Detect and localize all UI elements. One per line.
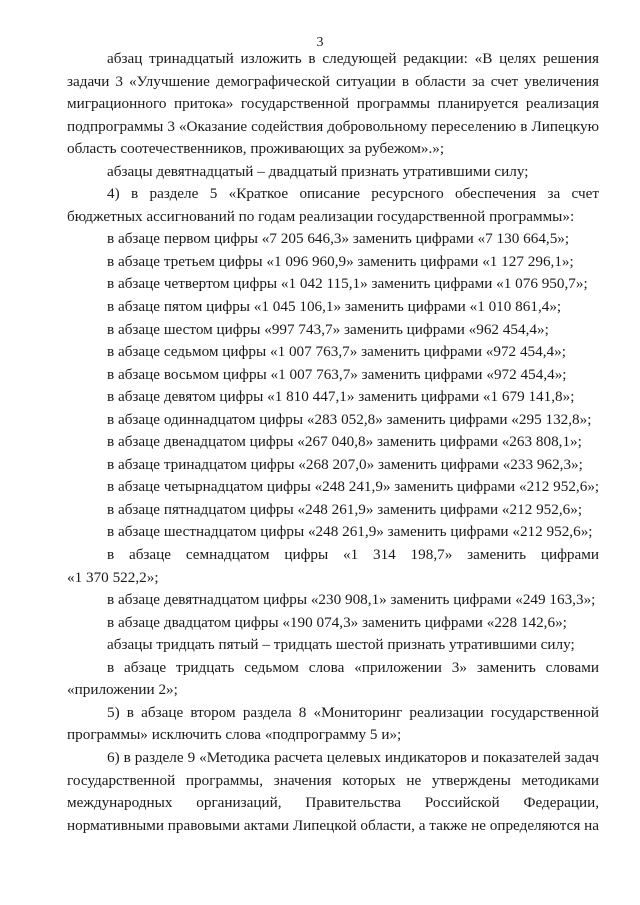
text-line: «1 370 522,2»; — [67, 568, 159, 586]
document-body — [67, 48, 599, 837]
text-line: в абзаце восьмом цифры «1 007 763,7» заменить цифрами «972 454,4»; — [107, 365, 567, 383]
text-line: в абзаце первом цифры «7 205 646,3» заменить цифрами «7 130 664,5»; — [107, 230, 570, 248]
text-line: программы» исключить слова «подпрограмму 5 и»; — [67, 726, 402, 744]
text-line: в абзаце девятнадцатом цифры «230 908,1» заменить цифрами «249 163,3»; — [107, 591, 596, 609]
page-number: 3 — [316, 35, 324, 50]
text-line: бюджетных ассигнований по годам реализации государственной программы»: — [67, 207, 575, 225]
text-line: нормативными правовыми актами Липецкой области, а также не определяются на — [67, 816, 599, 834]
text-line: в абзаце седьмом цифры «1 007 763,7» заменить цифрами «972 454,4»; — [107, 343, 566, 361]
text-line: в абзаце четырнадцатом цифры «248 241,9» заменить цифрами «212 952,6»; — [107, 478, 600, 496]
text-line: абзацы девятнадцатый – двадцатый признать утратившими силу; — [107, 162, 529, 180]
text-line: в абзаце семнадцатом цифры «1 314 198,7» заменить цифрами — [107, 546, 599, 564]
text-line: в абзаце четвертом цифры «1 042 115,1» заменить цифрами «1 076 950,7»; — [107, 275, 588, 293]
text-line: в абзаце одиннадцатом цифры «283 052,8» заменить цифрами «295 132,8»; — [107, 410, 592, 428]
text-line: задачи 3 «Улучшение демографической ситуации в области за счет увеличения — [67, 72, 599, 90]
text-line: «приложении 2»; — [67, 681, 178, 699]
text-line: в абзаце девятом цифры «1 810 447,1» заменить цифрами «1 679 141,8»; — [107, 388, 575, 406]
text-line: в абзаце пятом цифры «1 045 106,1» заменить цифрами «1 010 861,4»; — [107, 298, 562, 316]
text-line: в абзаце шестом цифры «997 743,7» заменить цифрами «962 454,4»; — [107, 320, 549, 338]
text-line: 5) в абзаце втором раздела 8 «Мониторинг реализации государственной — [107, 703, 599, 721]
text-line: в абзаце двадцатом цифры «190 074,3» заменить цифрами «228 142,6»; — [107, 613, 567, 631]
text-line: государственной программы, значения которых не утверждены методиками — [67, 771, 599, 789]
text-line: в абзаце пятнадцатом цифры «248 261,9» заменить цифрами «212 952,6»; — [107, 500, 583, 518]
text-line: в абзаце третьем цифры «1 096 960,9» заменить цифрами «1 127 296,1»; — [107, 252, 574, 270]
text-line: в абзаце двенадцатом цифры «267 040,8» заменить цифрами «263 808,1»; — [107, 433, 582, 451]
text-line: область соотечественников, проживающих за рубежом».»; — [67, 140, 445, 158]
text-line: в абзаце тринадцатом цифры «268 207,0» заменить цифрами «233 962,3»; — [107, 455, 583, 473]
text-line: миграционного притока» государственной программы планируется реализация — [67, 95, 599, 113]
text-line: в абзаце тридцать седьмом слова «приложении 3» заменить словами — [107, 658, 599, 676]
text-line: подпрограммы 3 «Оказание содействия добровольному переселению в Липецкую — [67, 117, 599, 135]
text-line: 4) в разделе 5 «Краткое описание ресурсного обеспечения за счет — [107, 185, 599, 203]
text-line: абзац тринадцатый изложить в следующей редакции: «В целях решения — [107, 50, 599, 67]
text-line: в абзаце шестнадцатом цифры «248 261,9» заменить цифрами «212 952,6»; — [107, 523, 593, 541]
text-line: абзацы тридцать пятый – тридцать шестой признать утратившими силу; — [107, 636, 575, 654]
text-line: 6) в разделе 9 «Методика расчета целевых индикаторов и показателей задач — [107, 748, 599, 766]
text-line: международных организаций, Правительства Российской Федерации, — [67, 794, 599, 812]
